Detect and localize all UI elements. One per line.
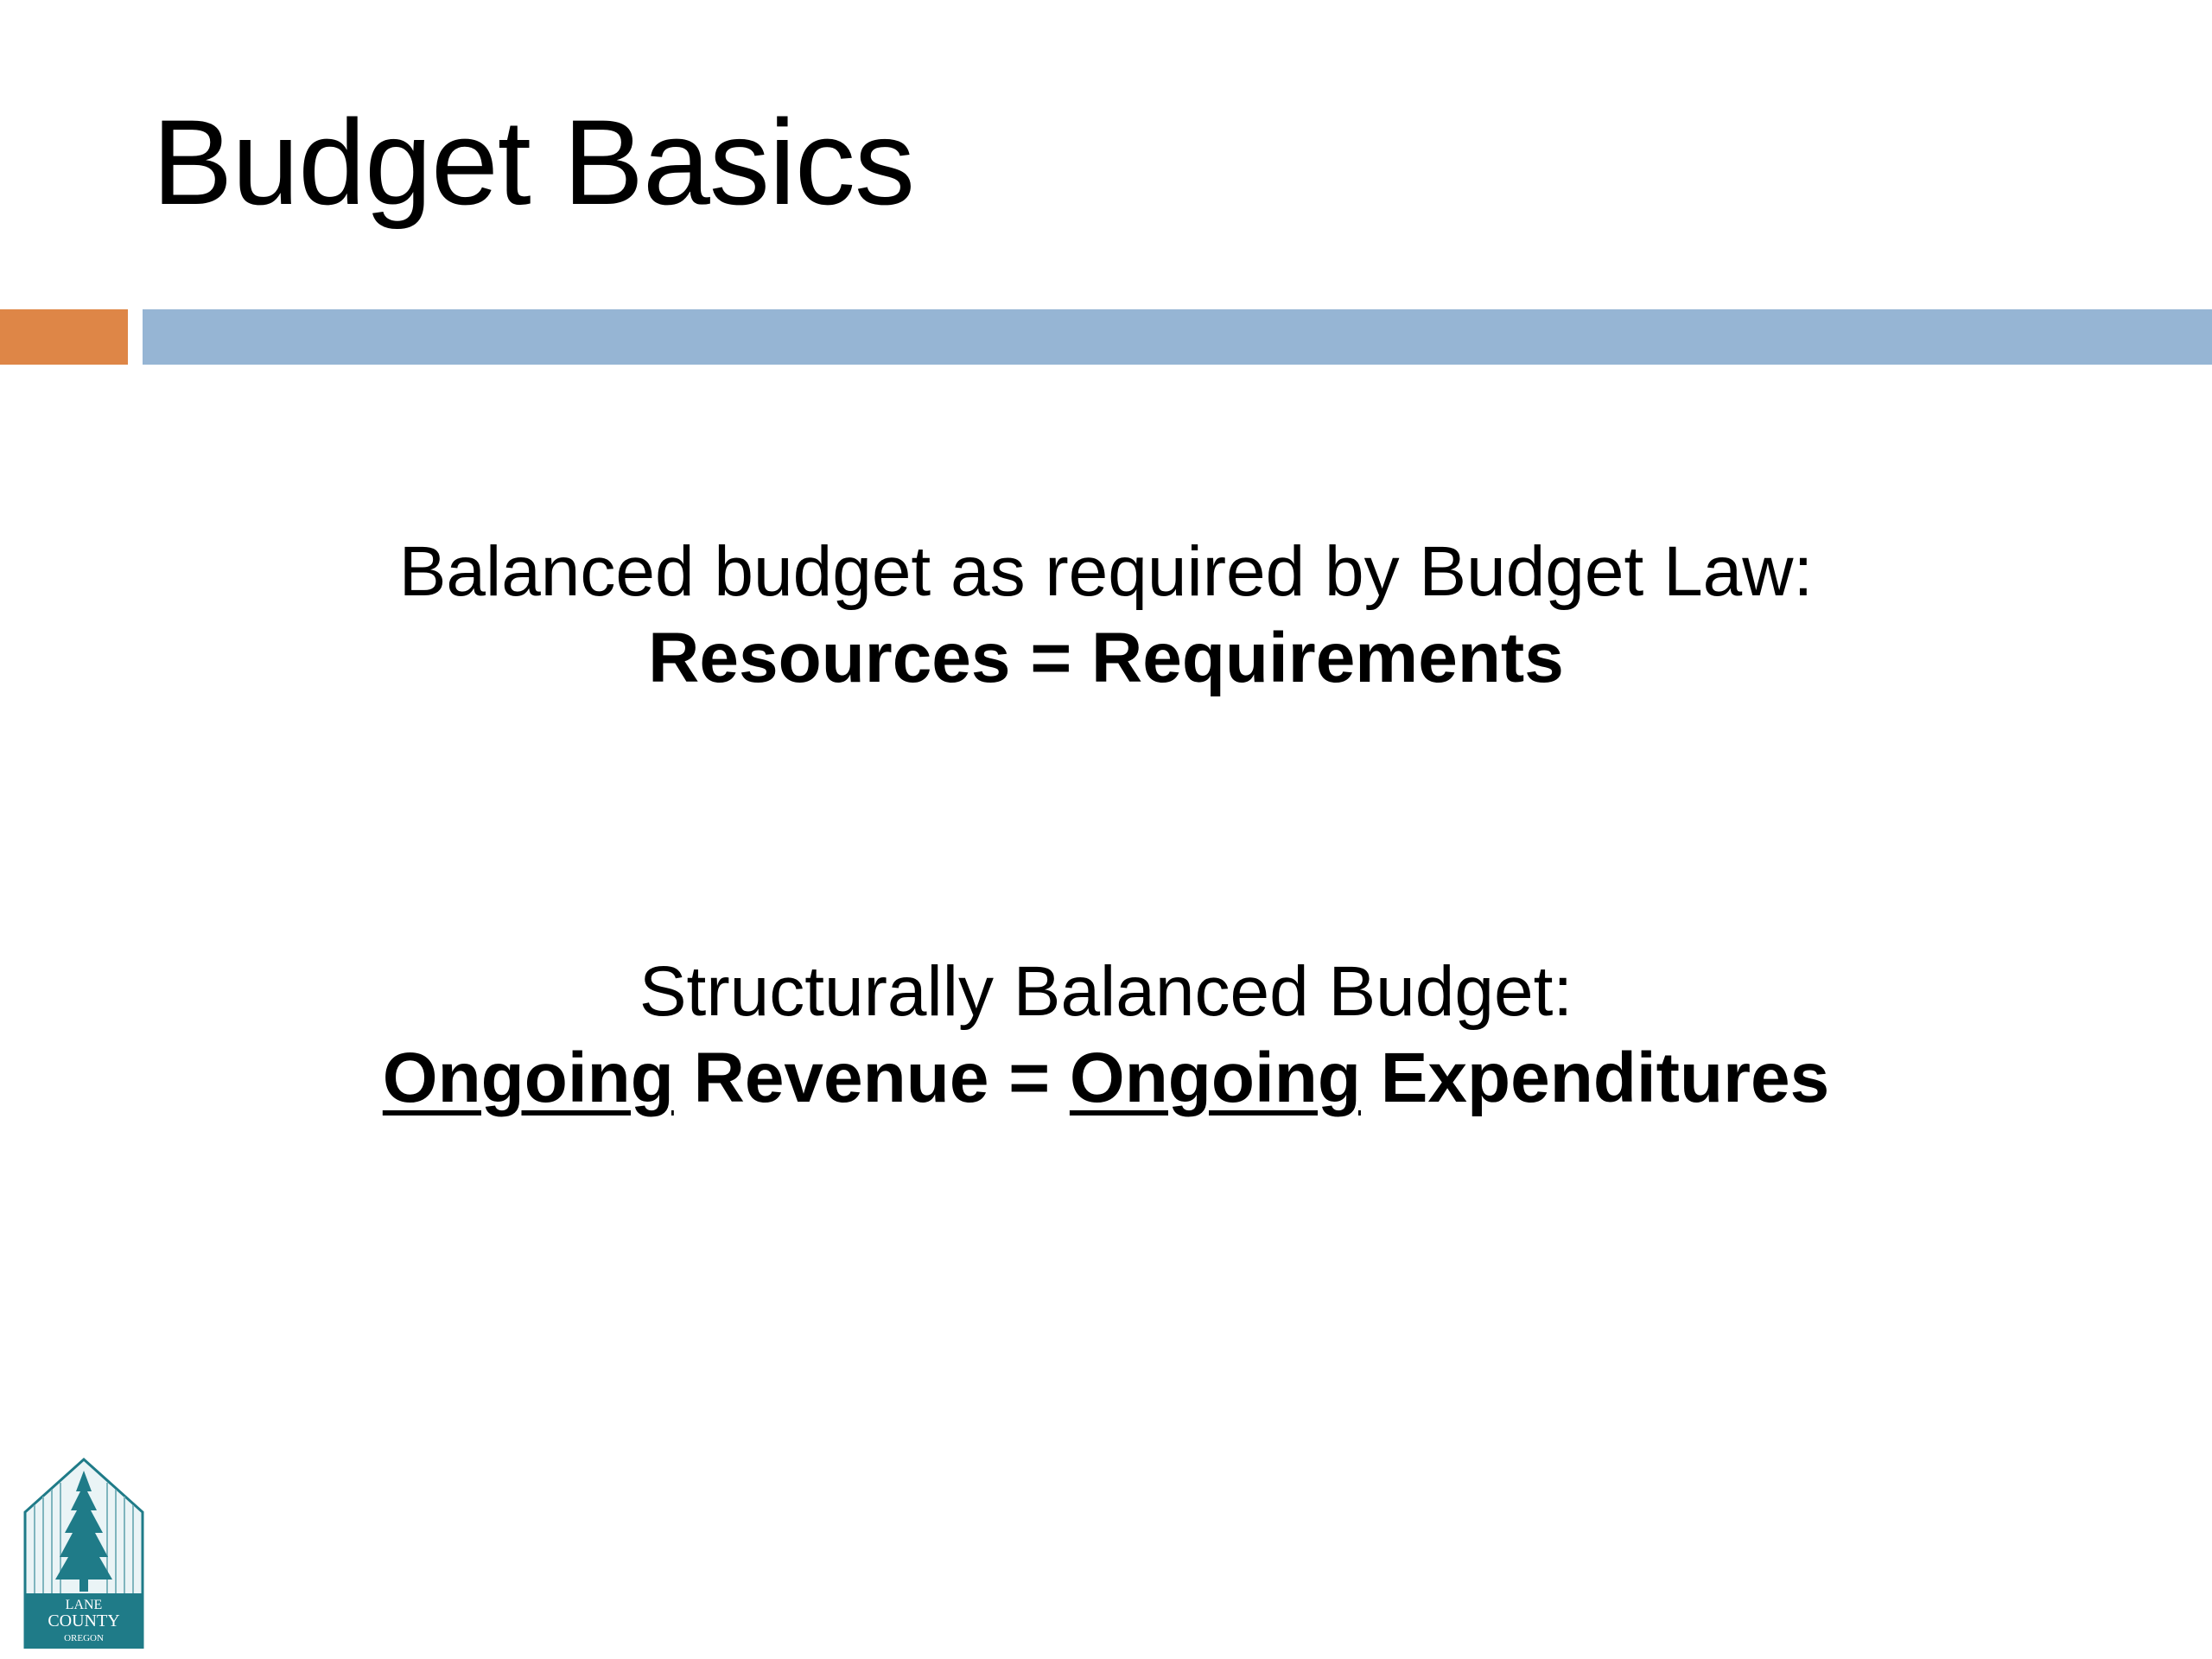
structural-budget-statement — [0, 949, 2212, 1122]
lane-county-logo — [22, 1457, 145, 1649]
left-term: Revenue — [693, 1039, 989, 1117]
left-qualifier: Ongoing — [382, 1039, 674, 1117]
structural-budget-equation — [0, 1035, 2212, 1122]
balanced-budget-lead: Balanced budget as required by Budget Law: — [398, 532, 1814, 611]
equation-left-term: Resources — [648, 619, 1011, 697]
structural-equation-operator: = — [1008, 1039, 1051, 1117]
balanced-budget-equation — [0, 615, 2212, 702]
slide-title: Budget Basics — [152, 94, 914, 230]
balanced-budget-statement — [0, 529, 2212, 702]
structural-budget-lead: Structurally Balanced Budget: — [639, 952, 1573, 1031]
logo-line1: LANE — [65, 1598, 103, 1612]
accent-bar — [0, 309, 128, 365]
equation-operator: = — [1030, 619, 1072, 697]
right-term: Expenditures — [1380, 1039, 1830, 1117]
logo-line2: COUNTY — [48, 1611, 120, 1630]
equation-right-term: Requirements — [1091, 619, 1564, 697]
header-rule — [143, 309, 2212, 365]
logo-line3: OREGON — [64, 1633, 104, 1643]
right-qualifier: Ongoing — [1069, 1039, 1361, 1117]
